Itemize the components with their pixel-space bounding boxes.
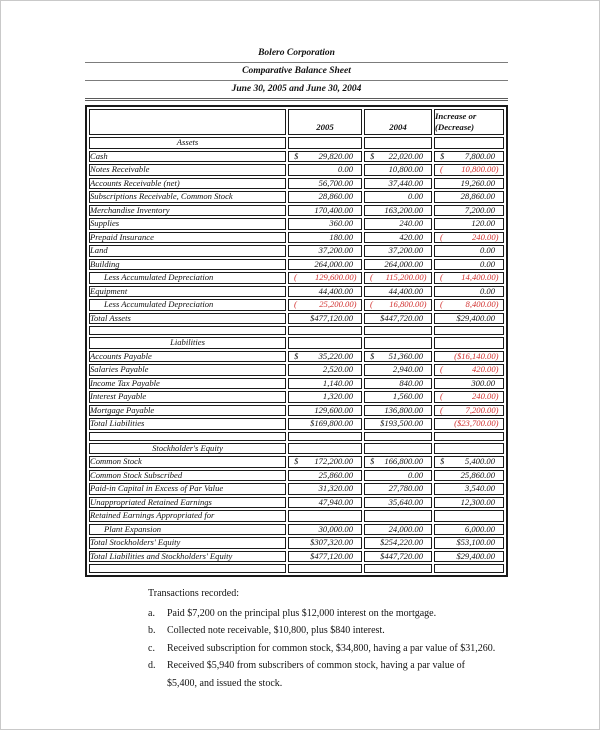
row-label: Land (89, 245, 286, 257)
row-label (89, 564, 286, 573)
amount-cell-2004: 0.00 (364, 191, 432, 203)
amount-cell-2004 (364, 432, 432, 441)
amount-cell-2005: $ 172,200.00 (288, 456, 362, 468)
table-row (89, 391, 504, 403)
transaction-item-letter: c. (148, 642, 155, 654)
amount-cell-increase: $29,400.00 (434, 313, 504, 325)
row-label: Total Liabilities (89, 418, 286, 430)
amount-cell-2005: $307,320.00 (288, 537, 362, 549)
amount-cell-2005: $477,120.00 (288, 313, 362, 325)
transaction-item (148, 640, 538, 658)
amount-cell-2005 (288, 137, 362, 149)
table-header-row (89, 109, 504, 135)
table-row (89, 443, 504, 455)
amount-cell-2005: 56,700.00 (288, 178, 362, 190)
amount-cell-increase: 12,300.00 (434, 497, 504, 509)
table-row (89, 259, 504, 271)
table-row (89, 483, 504, 495)
section-label: Stockholder's Equity (89, 443, 286, 455)
amount-cell-2005: 25,860.00 (288, 470, 362, 482)
amount-cell-2005: 264,000.00 (288, 259, 362, 271)
amount-cell-2004 (364, 564, 432, 573)
table-row (89, 245, 504, 257)
row-label (89, 326, 286, 335)
amount-cell-2005: 170,400.00 (288, 205, 362, 217)
transaction-item (148, 605, 538, 623)
amount-cell-2004: 37,440.00 (364, 178, 432, 190)
row-label: Unappropriated Retained Earnings (89, 497, 286, 509)
amount-cell-2004 (364, 326, 432, 335)
amount-cell-increase (434, 326, 504, 335)
spacer-row (89, 564, 504, 573)
amount-cell-2005 (288, 443, 362, 455)
amount-cell-2004 (364, 510, 432, 522)
transaction-item-letter: d. (148, 660, 156, 671)
transaction-item-text (167, 605, 436, 623)
row-label: Total Stockholders' Equity (89, 537, 286, 549)
row-label: Income Tax Payable (89, 378, 286, 390)
amount-cell-increase: ($23,700.00) (434, 418, 504, 430)
row-label: Less Accumulated Depreciation (89, 272, 286, 284)
row-label: Cash (89, 151, 286, 163)
balance-sheet-table (85, 105, 508, 577)
table-row (89, 137, 504, 149)
amount-cell-2004 (364, 443, 432, 455)
column-header-blank (89, 109, 286, 135)
transaction-text-line: Collected note receivable, $10,800, plus $840 interest. (167, 625, 385, 636)
amount-cell-increase (434, 432, 504, 441)
amount-cell-2004: $193,500.00 (364, 418, 432, 430)
amount-cell-increase: $29,400.00 (434, 551, 504, 563)
row-label: Notes Receivable (89, 164, 286, 176)
transaction-item-text (167, 640, 495, 658)
amount-cell-increase: 19,260.00 (434, 178, 504, 190)
table-row (89, 218, 504, 230)
amount-cell-2005: 30,000.00 (288, 524, 362, 536)
amount-cell-2004 (364, 137, 432, 149)
amount-cell-2005: 180.00 (288, 232, 362, 244)
amount-cell-increase: ( 8,400.00) (434, 299, 504, 311)
row-label: Building (89, 259, 286, 271)
amount-cell-2004: 44,400.00 (364, 286, 432, 298)
amount-cell-2004: $254,220.00 (364, 537, 432, 549)
row-label: Accounts Receivable (net) (89, 178, 286, 190)
row-label: Subscriptions Receivable, Common Stock (89, 191, 286, 203)
amount-cell-2005: 1,140.00 (288, 378, 362, 390)
transaction-item-text (167, 622, 385, 640)
section-label: Assets (89, 137, 286, 149)
transaction-item (148, 622, 538, 640)
section-label: Liabilities (89, 337, 286, 349)
table-row (89, 470, 504, 482)
amount-cell-increase: 120.00 (434, 218, 504, 230)
amount-cell-2005 (288, 337, 362, 349)
transaction-item (148, 657, 538, 692)
row-label: Prepaid Insurance (89, 232, 286, 244)
amount-cell-increase: 300.00 (434, 378, 504, 390)
table-row (89, 299, 504, 311)
amount-cell-2005: $477,120.00 (288, 551, 362, 563)
amount-cell-2004: $447,720.00 (364, 551, 432, 563)
amount-cell-2004: ( 16,800.00) (364, 299, 432, 311)
amount-cell-2004: $ 51,360.00 (364, 351, 432, 363)
amount-cell-2005: $169,800.00 (288, 418, 362, 430)
table-row (89, 418, 504, 430)
spacer-row (89, 432, 504, 441)
transactions-list (148, 605, 538, 693)
amount-cell-increase: ( 10,800.00) (434, 164, 504, 176)
table-row (89, 524, 504, 536)
amount-cell-2005 (288, 432, 362, 441)
amount-cell-2005: 129,600.00 (288, 405, 362, 417)
amount-cell-2005 (288, 326, 362, 335)
amount-cell-increase: 0.00 (434, 245, 504, 257)
table-row (89, 456, 504, 468)
transaction-text-line: $5,400, and issued the stock. (167, 677, 283, 689)
amount-cell-2005: 1,320.00 (288, 391, 362, 403)
amount-cell-2004: 840.00 (364, 378, 432, 390)
row-label: Salaries Payable (89, 364, 286, 376)
transactions-section (148, 585, 538, 692)
amount-cell-increase: ( 240.00) (434, 391, 504, 403)
amount-cell-2005: ( 25,200.00) (288, 299, 362, 311)
amount-cell-2004: $447,720.00 (364, 313, 432, 325)
amount-cell-2004: ( 115,200.00) (364, 272, 432, 284)
amount-cell-2004: 35,640.00 (364, 497, 432, 509)
amount-cell-2005: $ 35,220.00 (288, 351, 362, 363)
amount-cell-2004: 0.00 (364, 470, 432, 482)
transaction-text-line: Paid $7,200 on the principal plus $12,000 interest on the mortgage. (167, 607, 437, 619)
balance-table-body (89, 137, 504, 573)
amount-cell-2004: 264,000.00 (364, 259, 432, 271)
amount-cell-increase: ( 7,200.00) (434, 405, 504, 417)
row-label: Mortgage Payable (89, 405, 286, 417)
amount-cell-2005: 2,520.00 (288, 364, 362, 376)
amount-cell-2004: 420.00 (364, 232, 432, 244)
row-label: Paid-in Capital in Excess of Par Value (89, 483, 286, 495)
transaction-item-letter: a. (148, 607, 155, 619)
amount-cell-2004: 240.00 (364, 218, 432, 230)
amount-cell-increase: $ 5,400.00 (434, 456, 504, 468)
row-label: Less Accumulated Depreciation (89, 299, 286, 311)
transaction-text-line: Received $5,940 from subscribers of common stock, having a par value of (167, 660, 465, 671)
table-row (89, 364, 504, 376)
amount-cell-increase: 28,860.00 (434, 191, 504, 203)
row-label: Total Assets (89, 313, 286, 325)
amount-cell-2005: 37,200.00 (288, 245, 362, 257)
amount-cell-2004: $ 166,800.00 (364, 456, 432, 468)
table-row (89, 313, 504, 325)
table-row (89, 232, 504, 244)
table-row (89, 205, 504, 217)
spacer-row (89, 326, 504, 335)
row-label (89, 432, 286, 441)
amount-cell-2004: 2,940.00 (364, 364, 432, 376)
amount-cell-2004: 136,800.00 (364, 405, 432, 417)
transaction-item-letter: b. (148, 625, 156, 636)
amount-cell-2005: ( 129,600.00) (288, 272, 362, 284)
table-row (89, 378, 504, 390)
amount-cell-2005: 0.00 (288, 164, 362, 176)
amount-cell-increase: 0.00 (434, 286, 504, 298)
amount-cell-2005 (288, 510, 362, 522)
row-label: Merchandise Inventory (89, 205, 286, 217)
increase-label-line1: Increase or (435, 111, 477, 121)
amount-cell-increase: ($16,140.00) (434, 351, 504, 363)
amount-cell-2004: 163,200.00 (364, 205, 432, 217)
report-title: Comparative Balance Sheet (85, 65, 508, 81)
table-row (89, 405, 504, 417)
row-label: Equipment (89, 286, 286, 298)
amount-cell-increase (434, 564, 504, 573)
column-header-2004: 2004 (364, 109, 432, 135)
amount-cell-increase: 0.00 (434, 259, 504, 271)
amount-cell-2005: $ 29,820.00 (288, 151, 362, 163)
table-row (89, 337, 504, 349)
amount-cell-2004: 10,800.00 (364, 164, 432, 176)
amount-cell-2004 (364, 337, 432, 349)
amount-cell-2005: 31,320.00 (288, 483, 362, 495)
amount-cell-increase: $ 7,800.00 (434, 151, 504, 163)
amount-cell-2005 (288, 564, 362, 573)
amount-cell-increase: 7,200.00 (434, 205, 504, 217)
column-header-2005: 2005 (288, 109, 362, 135)
table-row (89, 151, 504, 163)
table-row (89, 178, 504, 190)
table-row (89, 191, 504, 203)
amount-cell-2005: 47,940.00 (288, 497, 362, 509)
row-label: Common Stock (89, 456, 286, 468)
transaction-text-line: Received subscription for common stock, $34,800, having a par value of $31,260. (167, 642, 496, 654)
amount-cell-2004: 37,200.00 (364, 245, 432, 257)
table-row (89, 286, 504, 298)
amount-cell-2004: $ 22,020.00 (364, 151, 432, 163)
amount-cell-increase: ( 14,400.00) (434, 272, 504, 284)
row-label: Total Liabilities and Stockholders' Equity (89, 551, 286, 563)
table-row (89, 351, 504, 363)
column-header-increase-decrease (434, 109, 504, 135)
amount-cell-increase: 25,860.00 (434, 470, 504, 482)
amount-cell-2004: 1,560.00 (364, 391, 432, 403)
increase-label-line2: (Decrease) (435, 121, 475, 132)
transactions-heading: Transactions recorded: (148, 588, 239, 599)
amount-cell-increase (434, 337, 504, 349)
table-row (89, 497, 504, 509)
amount-cell-increase: $53,100.00 (434, 537, 504, 549)
row-label: Plant Expansion (89, 524, 286, 536)
amount-cell-increase: 3,540.00 (434, 483, 504, 495)
balance-sheet-document (85, 47, 508, 577)
amount-cell-increase: ( 420.00) (434, 364, 504, 376)
amount-cell-2005: 360.00 (288, 218, 362, 230)
row-label: Accounts Payable (89, 351, 286, 363)
amount-cell-2005: 44,400.00 (288, 286, 362, 298)
table-row (89, 164, 504, 176)
row-label: Supplies (89, 218, 286, 230)
company-name: Bolero Corporation (85, 47, 508, 63)
row-label: Common Stock Subscribed (89, 470, 286, 482)
row-label: Interest Payable (89, 391, 286, 403)
report-period: June 30, 2005 and June 30, 2004 (85, 83, 508, 101)
amount-cell-increase (434, 137, 504, 149)
table-row (89, 551, 504, 563)
amount-cell-increase (434, 510, 504, 522)
amount-cell-increase (434, 443, 504, 455)
amount-cell-2004: 24,000.00 (364, 524, 432, 536)
table-row (89, 537, 504, 549)
amount-cell-increase: 6,000.00 (434, 524, 504, 536)
table-row (89, 510, 504, 522)
table-row (89, 272, 504, 284)
row-label: Retained Earnings Appropriated for (89, 510, 286, 522)
transaction-item-text (167, 657, 465, 692)
amount-cell-increase: ( 240.00) (434, 232, 504, 244)
amount-cell-2005: 28,860.00 (288, 191, 362, 203)
amount-cell-2004: 27,780.00 (364, 483, 432, 495)
